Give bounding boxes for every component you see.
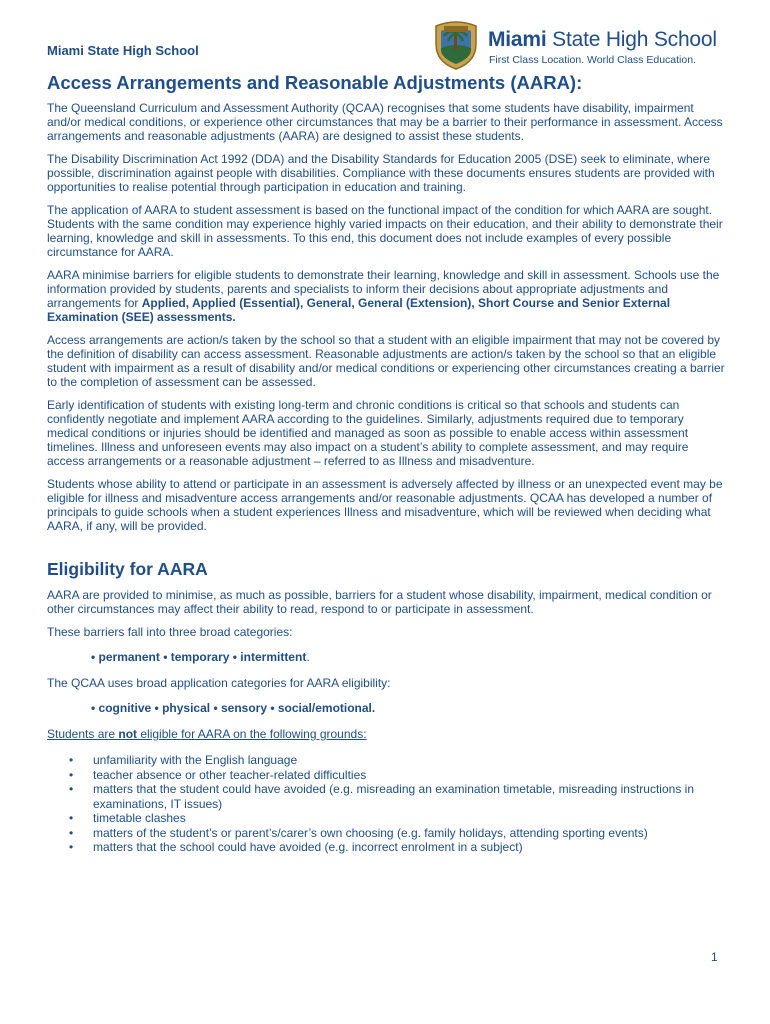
paragraph-intro-2: The Disability Discrimination Act 1992 (DDA) and the Disability Standards for Education 2005 (DSE) seek to eliminate, where possible, discrimination against people with disabilities. Compliance with these documents ensures students are provided with opportunities to realise potential through participation in education and training. (47, 152, 715, 194)
school-logo (432, 20, 732, 72)
school-crest-icon (432, 20, 480, 70)
page-title: Access Arrangements and Reasonable Adjustments (AARA): (47, 72, 583, 93)
paragraph-access-arrangements: Access arrangements are action/s taken by the school so that a student with an eligible impairment that may not be covered by the definition of disability can access assessment. Reasonable adjustments are action/s taken by the school so that an eligible student with impairment as a result of disability and/or medical conditions or experiencing other circumstances creating a barrier to the completion of assessment can be assessed. (47, 333, 725, 389)
list-item: • matters of the student’s or parent’s/carer’s own choosing (e.g. family holidays, attending sporting events) (93, 826, 727, 841)
eligibility-heading: Eligibility for AARA (47, 559, 208, 579)
eligibility-paragraph-3: The QCAA uses broad application categories for AARA eligibility: (47, 676, 391, 690)
list-item: • matters that the school could have avoided (e.g. incorrect enrolment in a subject) (93, 840, 727, 855)
page-number: 1 (711, 950, 718, 964)
list-item: • timetable clashes (93, 811, 727, 826)
logo-school-name: Miami State High School (488, 28, 717, 51)
paragraph-illness-misadventure: Students whose ability to attend or participate in an assessment is adversely affected by illness or an unexpected event may be eligible for illness and misadventure access arrangements and/or reasonable adjustments. QCAA has developed a number of principals to guide schools when a student experiences Illness and misadventure, which will be reviewed when deciding what AARA, if any, will be provided. (47, 477, 723, 533)
list-item: • unfamiliarity with the English language (93, 753, 727, 768)
paragraph-intro-1: The Queensland Curriculum and Assessment Authority (QCAA) recognises that some students have disability, impairment and/or medical conditions, or experience other circumstances that may be a barrier to their performance in assessment. Access arrangements and reasonable adjustments (AARA) are designed to assist these students. (47, 101, 723, 143)
eligibility-paragraph-2: These barriers fall into three broad categories: (47, 625, 293, 639)
not-eligible-heading: Students are not eligible for AARA on the following grounds: (47, 727, 367, 741)
document-body (47, 72, 727, 855)
list-item: • matters that the student could have avoided (e.g. misreading an examination timetable, misreading instructions in examinations, IT issues) (93, 782, 727, 811)
barrier-categories: • permanent • temporary • intermittent. (91, 650, 310, 664)
paragraph-intro-3: The application of AARA to student assessment is based on the functional impact of the condition for which AARA are sought. Students with the same condition may experience highly varied impacts on their education, and their ability to demonstrate their learning, knowledge and skill in assessments. To this end, this document does not include examples of every possible circumstance for AARA. (47, 203, 723, 259)
list-item: • teacher absence or other teacher-related difficulties (93, 768, 727, 783)
not-eligible-list (47, 753, 727, 855)
paragraph-early-identification: Early identification of students with existing long-term and chronic conditions is critical so that schools and students can confidently negotiate and implement AARA according to the guidelines. Similarly, adjustments required due to temporary medical conditions or injuries should be identified and managed as soon as possible to enable access within assessment timelines. Illness and unforeseen events may also impact on a student’s ability to complete assessment, and may require access arrangements or a reasonable adjustment – referred to as Illness and misadventure. (47, 398, 689, 468)
paragraph-aara-minimise: AARA minimise barriers for eligible students to demonstrate their learning, knowledge and skill in assessment. Schools use the information provided by students, parents and specialists to inform their decisions about appropriate adjustments and arrangements for Applied, Applied (Essential), General, General (Extension), Short Course and Senior External Examination (SEE) assessments. (47, 268, 720, 324)
logo-tagline: First Class Location. World Class Education. (489, 54, 696, 66)
application-categories: • cognitive • physical • sensory • social/emotional. (91, 701, 376, 715)
header-school-label: Miami State High School (47, 43, 199, 58)
eligibility-paragraph-1: AARA are provided to minimise, as much as possible, barriers for a student whose disability, impairment, medical condition or other circumstances may affect their ability to read, respond to or participate in assessment. (47, 588, 712, 616)
